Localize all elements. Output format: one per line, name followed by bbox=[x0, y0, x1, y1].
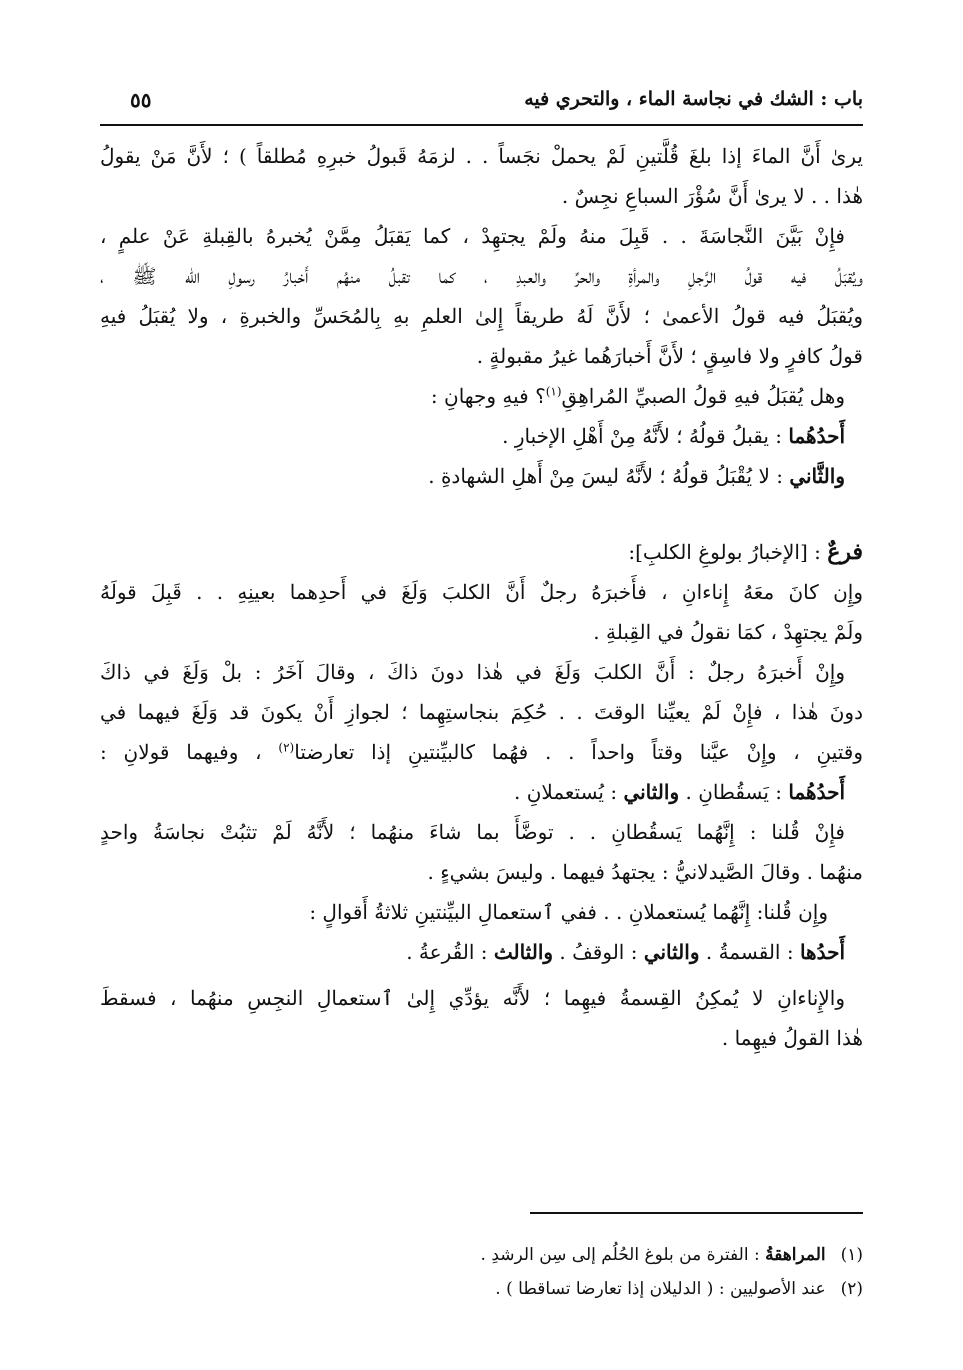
second-opinion-text: : يُستعملانِ . bbox=[513, 780, 618, 804]
footnote-term: المراهقةُ bbox=[765, 1245, 826, 1265]
footnote-2 bbox=[100, 1272, 863, 1306]
text-line: وإِنْ أَخبرَهُ رجلٌ : أَنَّ الكلبَ وَلَغَ في هٰذا دونَ ذاكَ ، وقالَ آخَرُ : بلْ وَلَغَ في ذاكَ bbox=[100, 660, 845, 684]
third-opinion-label: والثالث bbox=[493, 940, 554, 964]
text-line bbox=[100, 732, 863, 772]
footnote-rule bbox=[530, 1212, 863, 1214]
second-opinion-text: : الوقفُ . bbox=[559, 940, 638, 964]
second-opinion-text: : لا يُقْبَلُ قولُهُ ؛ لأَنَّهُ ليسَ مِنْ أَهلِ الشهادةِ . bbox=[428, 464, 783, 488]
second-opinion-label: والثاني bbox=[643, 940, 700, 964]
line-text: وقتينِ ، وإِنْ عيَّنا وقتاً واحداً . . فهُما كالبيِّنتينِ إذا تعارضتا bbox=[294, 740, 863, 764]
first-opinion-text: : يَسقُطانِ . bbox=[685, 780, 783, 804]
text-line: ويُقبَلُ فيه قولُ الأعمىٰ ؛ لأَنَّ لَهُ طريقاً إِلىٰ العلمِ بهِ بِالمُحَسِّ والخبرةِ ، ولا يُقبَلُ فيهِ bbox=[100, 304, 863, 328]
section-label: فرعٌ bbox=[827, 539, 863, 565]
text-line: وإِن قُلنا: إِنَّهُما يُستعملانِ . . ففي ٱستعمالِ البيِّنتينِ ثلاثةُ أَقوالٍ : bbox=[309, 900, 828, 924]
first-opinion-text: : القسمةُ . bbox=[705, 940, 794, 964]
question-rest: ؟ فيهِ وجهانِ : bbox=[430, 384, 546, 408]
question-text: وهل يُقبَلُ فيهِ قولُ الصبيِّ المُراهِقِ bbox=[561, 384, 845, 408]
text-line: يرىٰ أَنَّ الماءَ إذا بلغَ قُلَّتينِ لَمْ يحملْ نجَساً . . لزمَهُ قَبولُ خبرِهِ مُطلقاً ) ؛ لأَنَّ مَنْ يقولُ bbox=[100, 144, 863, 168]
text-line: فإِنْ بَيَّنَ النَّجاسَةَ . . قَبِلَ منهُ ولَمْ يجتهِدْ ، كما يَقبَلُ مِمَّنْ يُخبرهُ بالقِبلةِ عَنْ علمٍ ، bbox=[100, 224, 845, 248]
first-opinion-label: أَحدُهُما bbox=[788, 424, 845, 448]
text-line bbox=[100, 376, 863, 416]
line-rest: ، وفيهما قولانِ : bbox=[100, 740, 262, 764]
running-header bbox=[100, 88, 863, 122]
first-opinion-label: أَحدُهُما bbox=[788, 780, 845, 804]
text-line: وإِن كانَ معَهُ إِناءانِ ، فأَخبرَهُ رجلٌ أَنَّ الكلبَ وَلَغَ في أَحدِهما بعينِهِ . . قَبِلَ قولَهُ bbox=[100, 580, 863, 604]
footnote-1 bbox=[100, 1238, 863, 1272]
text-line bbox=[100, 416, 863, 456]
text-line: منهُما . وقالَ الصَّيدلانيُّ : يجتهدُ فيهما . وليسَ بشيءٍ . bbox=[427, 860, 863, 884]
text-line: ويُقبَلُ فيه قولُ الرَّجلِ والمرأةِ والحرِّ والعبدِ ، كما تقبلُ منهُم أَخبارُ رسولِ الله ﷺ ، bbox=[100, 264, 863, 288]
section-gap bbox=[100, 496, 863, 532]
text-line bbox=[100, 456, 863, 496]
text-line: ولَمْ يجتهِدْ ، كمَا نقولُ في القِبلةِ . bbox=[593, 620, 863, 644]
first-opinion-label: أَحدُها bbox=[799, 940, 845, 964]
footnote-ref-2: (٢) bbox=[278, 740, 295, 755]
section-title: : [الإخبارُ بولوغِ الكلبِ]: bbox=[628, 540, 821, 564]
header-rule bbox=[100, 124, 863, 126]
footnote-number: (٢) bbox=[840, 1279, 863, 1299]
footnotes bbox=[100, 1238, 863, 1306]
text-line: والإِناءانِ لا يُمكِنُ القِسمةُ فيهِما ؛ لأَنَّه يؤدِّي إِلىٰ ٱستعمالِ النجِسِ منهُما ، فسقطَ bbox=[100, 986, 845, 1010]
footnote-ref-1: (١) bbox=[545, 384, 562, 399]
section-heading bbox=[100, 532, 863, 572]
footnote-text: عند الأصوليين : ( الدليلان إذا تعارضا تساقطا ) . bbox=[495, 1279, 826, 1299]
first-opinion-text: : يقبلُ قولُهُ ؛ لأَنَّهُ مِنْ أَهْلِ الإخبارِ . bbox=[502, 424, 783, 448]
text-line bbox=[100, 772, 863, 812]
text-line: دونَ هٰذا ، فإِنْ لَمْ يعيِّنا الوقتَ . . حُكِمَ بنجاستِهِما ؛ لجوازِ أَنْ يكونَ قد وَلَغَ فيهما في bbox=[100, 700, 863, 724]
text-line: هٰذا القولُ فيهِما . bbox=[721, 1026, 863, 1050]
text-line bbox=[100, 932, 863, 972]
text-line: قولُ كافرٍ ولا فاسِقٍ ؛ لأَنَّ أَخبارَهُما غيرُ مقبولةٍ . bbox=[476, 344, 863, 368]
footnote-number: (١) bbox=[840, 1245, 863, 1265]
page-number: ٥٥ bbox=[130, 88, 152, 112]
text-line: فإِنْ قُلنا : إِنَّهُما يَسقُطانِ . . توضَّأَ بما شاءَ منهُما ؛ لأَنَّهُ لَمْ تثبُتْ نجاسَةُ واحدٍ bbox=[100, 820, 845, 844]
text-line: هٰذا . . لا يرىٰ أَنَّ سُؤْرَ السباعِ نجِسٌ . bbox=[561, 184, 863, 208]
footnote-text: : الفترة من بلوغ الحُلُم إلى سِن الرشدِ . bbox=[480, 1245, 760, 1265]
chapter-title: باب : الشك في نجاسة الماء ، والتحري فيه bbox=[524, 88, 863, 110]
main-text bbox=[100, 136, 863, 1058]
third-opinion-text: : القُرعةُ . bbox=[406, 940, 488, 964]
second-opinion-label: والثَّاني bbox=[789, 464, 845, 488]
second-opinion-label: والثاني bbox=[623, 780, 680, 804]
